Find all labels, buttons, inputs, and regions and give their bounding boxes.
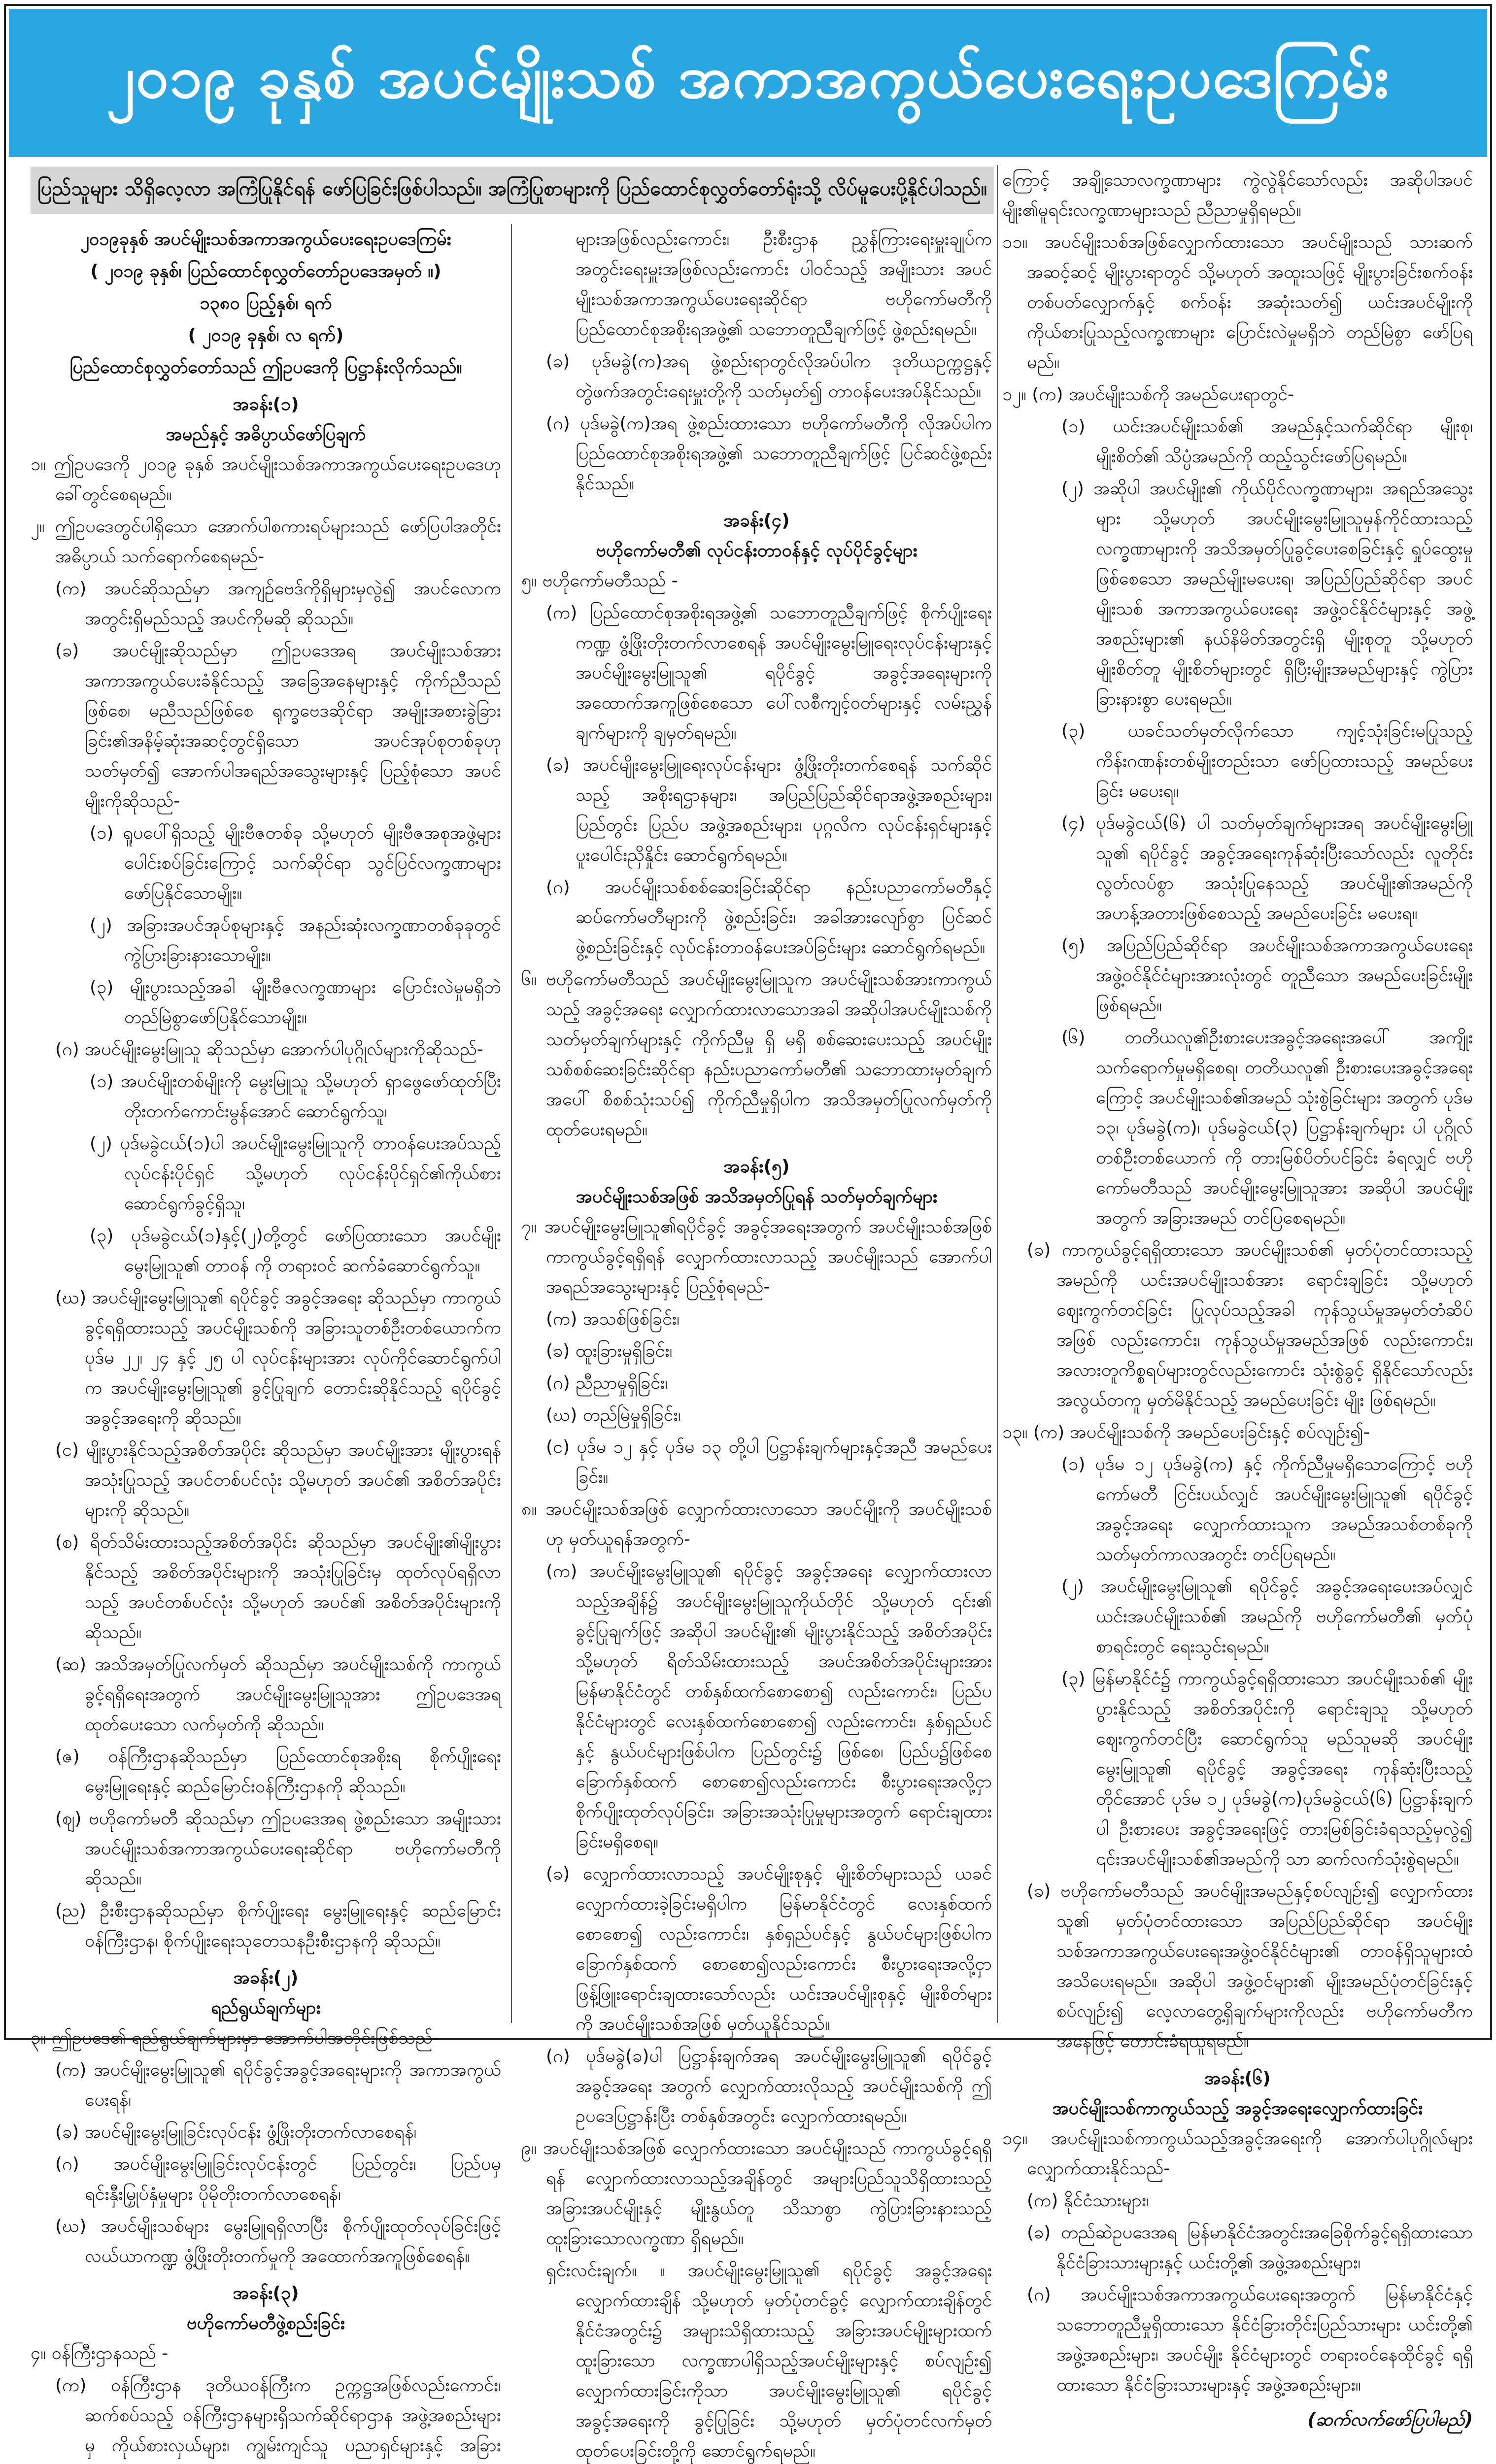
sub-clause: (၄) ပုဒ်မခွဲငယ်(၆) ပါ သတ်မှတ်ချက်များအရ အပင်မျိုးမွေးမြူသူ၏ ရပိုင်ခွင့် အခွင့်အရေးကုန်ဆုံးပြီးသော်လည်း လူတိုင်းလွတ်လပ်စွာ အသုံးပြုနေသည့် အပင်မျိုး၏အမည်ကို အဟန့်အတားဖြစ်စေသည့် အမည်ပေးခြင်း မပေးရ။	[1061, 813, 1473, 924]
clause: (က) အပင်မျိုးမွေးမြူသူ၏ ရပိုင်ခွင့် အခွင့်အရေး လျှောက်ထားလာသည့်အချိန်၌ အပင်မျိုးမွေးမြူသူကိုယ်တိုင် သို့မဟုတ် ၎င်း၏ ခွင့်ပြုချက်ဖြင့် အဆိုပါ အပင်မျိုး၏ မျိုးပွားနိုင်သည့် အစိတ်အပိုင်း သို့မဟုတ် ရိတ်သိမ်းထားသည့် အပင်အစိတ်အပိုင်းများအား မြန်မာနိုင်ငံတွင် တစ်နှစ်ထက်စောစော၍ လည်းကောင်း၊ ပြည်ပနိုင်ငံများတွင် လေးနှစ်ထက်စောစော၍ လည်းကောင်း၊ နှစ်ရှည်ပင်နှင့် နွယ်ပင်များဖြစ်ပါက ပြည်တွင်း၌ ဖြစ်စေ၊ ပြည်ပ၌ဖြစ်စေ ခြောက်နှစ်ထက် စောစော၍လည်းကောင်း စီးပွားရေးအလို့ငှာ စိုက်ပျိုးထုတ်လုပ်ခြင်း၊ အခြားအသုံးပြုမှုများအတွက် ရောင်းချထားခြင်းမရှိစေရ။	[546, 1561, 992, 1852]
chapter-title: အပင်မျိုးသစ်အဖြစ် အသိအမှတ်ပြုရန် သတ်မှတ်ချက်များ	[576, 1187, 938, 1207]
chapter-title: အပင်မျိုးသစ်ကာကွယ်သည့် အခွင့်အရေးလျှောက်ထားခြင်း	[1052, 2098, 1423, 2119]
explanation: ရှင်းလင်းချက်။ ။ အပင်မျိုးမွေးမြူသူ၏ ရပိုင်ခွင့် အခွင့်အရေးလျှောက်ထားချိန် သို့မဟုတ် မှတ်ပုံတင်ခွင့် လျှောက်ထားချိန်တွင် နိုင်ငံအတွင်း၌ အများသိရှိထားသည့် အခြားအပင်မျိုးများထက် ထူးခြားသော လက္ခဏာပါရှိသည့်အပင်မျိုးများနှင့် စပ်လျဉ်း၍ လျှောက်ထားခြင်းကိုသာ အပင်မျိုးမွေးမြူသူ၏ ရပိုင်ခွင့် အခွင့်အရေးကို ခွင့်ပြုခြင်း သို့မဟုတ် မှတ်ပုံတင်လက်မှတ် ထုတ်ပေးခြင်းတို့ကို ဆောင်ရွက်ရမည်။	[546, 2260, 992, 2461]
section: ၆။ ဗဟိုကော်မတီသည် အပင်မျိုးမွေးမြူသူက အပင်မျိုးသစ်အားကာကွယ်သည့် အခွင့်အရေး လျှောက်ထားလာသောအခါ အဆိုပါအပင်မျိုးသစ်ကို သတ်မှတ်ချက်များနှင့် ကိုက်ညီမှု ရှိ မရှိ စစ်ဆေးပေးသည့် အပင်မျိုးသစ်စစ်ဆေးခြင်းဆိုင်ရာ နည်းပညာကော်မတီ၏ သဘောထားမှတ်ချက်အပေါ် စိစစ်သုံးသပ်၍ ကိုက်ညီမှုရှိပါက အသိအမှတ်ပြုလက်မှတ်ကို ထုတ်ပေးရမည်။	[521, 969, 992, 1140]
column-3	[1002, 165, 1473, 2435]
column-divider	[511, 224, 512, 2023]
clause: (ခ) အပင်မျိုးဆိုသည်မှာ ဤဥပဒေအရ အပင်မျိုးသစ်အား အကာအကွယ်ပေးခံနိုင်သည့် အခြေအနေများနှင့် ကိုက်ညီသည်ဖြစ်စေ၊ မညီသည်ဖြစ်စေ ရုက္ခဗေဒဆိုင်ရာ အမျိုးအစားခွဲခြားခြင်း၏အနိမ့်ဆုံးအဆင့်တွင်ရှိသော အပင်အုပ်စုတစ်ခုဟု သတ်မှတ်၍ အောက်ပါအရည်အသွေးများနှင့် ပြည့်စုံသော အပင်မျိုးကိုဆိုသည်-	[55, 641, 501, 811]
clause: (ဂ) အပင်မျိုးသစ်အကာအကွယ်ပေးရေးအတွက် မြန်မာနိုင်ငံနှင့် သဘောတူညီမှုရှိထားသော နိုင်ငံခြားတိုင်းပြည်သားများ ယင်းတို့၏ အဖွဲ့အစည်းများ၊ အပင်မျိုး နိုင်ငံများတွင် တရားဝင်နေထိုင်ခွင့် ရရှိထားသော နိုင်ငံခြားသားများနှင့် အဖွဲ့အစည်းများ။	[1027, 2285, 1473, 2395]
sub-clause: (၂) ပုဒ်မခွဲငယ်(၁)ပါ အပင်မျိုးမွေးမြူသူကို တာဝန်ပေးအပ်သည့် လုပ်ငန်းပိုင်ရှင် သို့မဟုတ် လုပ်ငန်းပိုင်ရှင်၏ကိုယ်စားဆောင်ရွက်ခွင့်ရှိသူ၊	[90, 1133, 501, 1214]
clause: (ခ) ဗဟိုကော်မတီသည် အပင်မျိုးအမည်နှင့်စပ်လျဉ်း၍ လျှောက်ထားသူ၏ မှတ်ပုံတင်ထားသော အပြည်ပြည်ဆိုင်ရာ အပင်မျိုးသစ်အကာအကွယ်ပေးရေးအဖွဲ့ဝင်နိုင်ငံများ၏ တာဝန်ရှိသူများထံ အသိပေးရမည်။ အဆိုပါ အဖွဲ့ဝင်များ၏ မျိုးအမည်ပုံတင်ခြင်းနှင့်စပ်လျဉ်း၍ လေ့လာတွေ့ရှိချက်များကိုလည်း ဗဟိုကော်မတီက အနေဖြင့် တောင်းခံရယူရမည်။	[1027, 1881, 1473, 2052]
clause: (က) ပြည်ထောင်စုအစိုးရအဖွဲ့၏ သဘောတူညီချက်ဖြင့် စိုက်ပျိုးရေးကဏ္ဍ ဖွံ့ဖြိုးတိုးတက်လာစေရန် အပင်မျိုးမွေးမြူရေးလုပ်ငန်းများနှင့် အပင်မျိုးမွေးမြူသူ၏ ရပိုင်ခွင့် အခွင့်အရေးများကို အထောက်အကူဖြစ်စေသော ပေါ်လစီကျင့်ဝတ်များနှင့် လမ်းညွှန်ချက်များကို ချမှတ်ရမည်။	[546, 603, 992, 743]
section: ၂။ ဤဥပဒေတွင်ပါရှိသော အောက်ပါစကားရပ်များသည် ဖော်ပြပါအတိုင်း အဓိပ္ပာယ် သက်ရောက်စေရမည်-	[31, 516, 501, 567]
sub-clause: (၂) အပင်မျိုးမွေးမြူသူ၏ ရပိုင်ခွင့် အခွင့်အရေးပေးအပ်လျှင် ယင်းအပင်မျိုးသစ်၏ အမည်ကို ဗဟိုကော်မတီ၏ မှတ်ပုံစာရင်းတွင် ရေးသွင်းရမည်။	[1061, 1576, 1473, 1657]
section: ၃။ ဤဥပဒေ၏ ရည်ရွယ်ချက်များမှာ အောက်ပါအတိုင်းဖြစ်သည်-	[31, 2028, 439, 2048]
chapter-heading: အခန်း(၁)	[233, 394, 299, 414]
clause: (ခ) ပုဒ်မခွဲ(က)အရ ဖွဲ့စည်းရာတွင်လိုအပ်ပါက ဒုတိယဥက္ကဋ္ဌနှင့်တွဲဖက်အတွင်းရေးမှူးတို့ကို သတ်မှတ်၍ တာဝန်ပေးအပ်နိုင်သည်။	[546, 351, 992, 402]
law-date-myanmar: ၁၃၈၀ ပြည့်နှစ်၊ ရက်	[200, 293, 332, 313]
clause: (က) အသစ်ဖြစ်ခြင်း၊	[546, 1309, 680, 1329]
chapter-heading: အခန်း(၂)	[233, 1968, 299, 1988]
law-number: ( ၂၀၁၉ ခုနှစ်၊ ပြည်ထောင်စုလွှတ်တော်ဥပဒေအမှတ် ။)	[90, 261, 442, 281]
chapter-heading: အခန်း(၅)	[723, 1157, 790, 1177]
clause: (ဈ) ဗဟိုကော်မတီ ဆိုသည်မှာ ဤဥပဒေအရ ဖွဲ့စည်းသော အမျိုးသား အပင်မျိုးသစ်အကာအကွယ်ပေးရေးဆိုင်ရာ ဗဟိုကော်မတီကို ဆိုသည်။	[55, 1809, 501, 1889]
chapter-title: အမည်နှင့် အဓိပ္ပာယ်ဖော်ပြချက်	[166, 424, 366, 445]
section-continued: ကြောင့် အချို့သောလက္ခဏာများ ကွဲလွဲနိုင်သော်လည်း အဆိုပါအပင်မျိုး၏မူရင်းလက္ခဏာများသည် ညီညာမှုရှိရမည်။	[1002, 170, 1473, 220]
law-date: ( ၂၀၁၉ ခုနှစ်၊ လ ရက်)	[188, 325, 344, 345]
section: ၁။ ဤဥပဒေကို ၂၀၁၉ ခုနှစ် အပင်မျိုးသစ်အကာအကွယ်ပေးရေးဥပဒေဟု ခေါ်တွင်စေရမည်။	[31, 454, 501, 505]
clause: (ခ) လျှောက်ထားလာသည့် အပင်မျိုးစုနှင့် မျိုးစိတ်များသည် ယခင်လျှောက်ထားခဲ့ခြင်းမရှိပါက မြန်မာနိုင်ငံတွင် လေးနှစ်ထက် စောစော၍ လည်းကောင်း၊ နှစ်ရှည်ပင်နှင့် နွယ်ပင်များဖြစ်ပါက ခြောက်နှစ်ထက် စောစော၍လည်းကောင်း စီးပွားရေးအလို့ငှာ ဖြန့်ဖြူးရောင်းချထားသော်လည်း ယင်းအပင်မျိုးစုနှင့် မျိုးစိတ်များကို အပင်မျိုးသစ်အဖြစ် မှတ်ယူနိုင်သည်။	[546, 1864, 992, 2034]
notice-bar	[31, 167, 994, 214]
law-heading: ၂၀၁၉ခုနှစ် အပင်မျိုးသစ်အကာအကွယ်ပေးရေးဥပဒေကြမ်း	[80, 229, 451, 249]
section: ၈။ အပင်မျိုးသစ်အဖြစ် လျှောက်ထားလာသော အပင်မျိုးကို အပင်မျိုးသစ်ဟု မှတ်ယူရန်အတွက်-	[521, 1499, 992, 1549]
section: ၉။ အပင်မျိုးသစ်အဖြစ် လျှောက်ထားသော အပင်မျိုးသည် ကာကွယ်ခွင့်ရရှိရန် လျှောက်ထားလာသည့်အချိန်တွင် အများပြည်သူသိရှိထားသည့် အခြားအပင်မျိုးနှင့် မျိုးနွယ်တူ သိသာစွာ ကွဲပြားခြားနားသည့် ထူးခြားသောလက္ခဏာ ရှိရမည်။	[521, 2138, 992, 2249]
column-1	[31, 224, 501, 2464]
clause: (ဃ) အပင်မျိုးသစ်များ မွေးမြူရရှိလာပြီး စိုက်ပျိုးထုတ်လုပ်ခြင်းဖြင့် လယ်ယာကဏ္ဍ ဖွံ့ဖြိုးတိုးတက်မှုကို အထောက်အကူဖြစ်စေရန်။	[55, 2216, 501, 2266]
clause-continued: များအဖြစ်လည်းကောင်း၊ ဦးစီးဌာန ညွှန်ကြားရေးမှူးချုပ်က အတွင်းရေးမှူးအဖြစ်လည်းကောင်း ပါဝင်သည့် အမျိုးသား အပင်မျိုးသစ်အကာအကွယ်ပေးရေးဆိုင်ရာ ဗဟိုကော်မတီကို ပြည်ထောင်စုအစိုးရအဖွဲ့၏ သဘောတူညီချက်ဖြင့် ဖွဲ့စည်းရမည်။	[576, 229, 992, 340]
notice-text: ပြည်သူများ သိရှိလေ့လာ အကြံပြုနိုင်ရန် ဖော်ပြခြင်းဖြစ်ပါသည်။ အကြံပြုစာများကို ပြည်ထောင်စုလွှတ်တော်ရုံးသို့ လိပ်မူပေးပို့နိုင်ပါသည်။	[37, 177, 987, 200]
section: ၁၃။ (က) အပင်မျိုးသစ်ကို အမည်ပေးခြင်းနှင့် စပ်လျဉ်း၍-	[1002, 1422, 1370, 1442]
section: ၁၂။ (က) အပင်မျိုးသစ်ကို အမည်ပေးရာတွင်-	[1002, 384, 1294, 405]
chapter-heading: အခန်း(၄)	[723, 511, 790, 531]
sub-clause: (၂) အခြားအပင်အုပ်စုများနှင့် အနည်းဆုံးလက္ခဏာတစ်ခုခုတွင် ကွဲပြားခြားနားသောမျိုး။	[90, 915, 501, 965]
sub-clause: (၃) ပုဒ်မခွဲငယ်(၁)နှင့်(၂)တို့တွင် ဖော်ပြထားသော အပင်မျိုးမွေးမြူသူ၏ တာဝန် ကို တရားဝင် ဆက်ခံဆောင်ရွက်သူ။	[90, 1226, 501, 1276]
sub-clause: (၂) အဆိုပါ အပင်မျိုး၏ ကိုယ်ပိုင်လက္ခဏာများ၊ အရည်အသွေးများ သို့မဟုတ် အပင်မျိုးမွေးမြူသူမှန်ကိုင်ထားသည့် လက္ခဏာများကို အသိအမှတ်ပြုခွင့်ပေးစေခြင်းနှင့် ရှုပ်ထွေးမှုဖြစ်စေသော အမည်မျိုးမပေးရ၊ အပြည်ပြည်ဆိုင်ရာ အပင်မျိုးသစ် အကာအကွယ်ပေးရေး အဖွဲ့ဝင်နိုင်ငံများနှင့် အဖွဲ့အစည်းများ၏ နယ်နိမိတ်အတွင်းရှိ မျိုးစုတူ သို့မဟုတ် မျိုးစိတ်တူ မျိုးစိတ်များတွင် ရှိပြီးမျိုးအမည်များနှင့် ကွဲပြားခြားနားစွာ ပေးရမည်။	[1061, 479, 1473, 709]
section: ၇။ အပင်မျိုးမွေးမြူသူ၏ရပိုင်ခွင့် အခွင့်အရေးအတွက် အပင်မျိုးသစ်အဖြစ်ကာကွယ်ခွင့်ရရှိရန် လျှောက်ထားလာသည့် အပင်မျိုးသည် အောက်ပါအရည်အသွေးများနှင့် ပြည့်စုံရမည်-	[521, 1217, 992, 1297]
clause: (ခ) ကာကွယ်ခွင့်ရရှိထားသော အပင်မျိုးသစ်၏ မှတ်ပုံတင်ထားသည့် အမည်ကို ယင်းအပင်မျိုးသစ်အား ရောင်းချခြင်း သို့မဟုတ် ဈေးကွက်တင်ခြင်း ပြုလုပ်သည့်အခါ ကုန်သွယ်မှုအမှတ်တံဆိပ်အဖြစ် လည်းကောင်း၊ ကုန်သွယ်မှုအမည်အဖြစ် လည်းကောင်း၊ အလားတူကိစ္စရပ်များတွင်လည်းကောင်း သုံးစွဲခွင့် ရှိနိုင်သော်လည်း အလွယ်တကူ မှတ်မိနိုင်သည့် အမည်ပေးခြင်း မျိုး ဖြစ်ရမည်။	[1027, 1240, 1473, 1410]
clause: (က) အပင်မျိုးမွေးမြူသူ၏ ရပိုင်ခွင့်အခွင့်အရေးများကို အကာအကွယ်ပေးရန်၊	[55, 2060, 501, 2110]
page-title: ၂၀၁၉ ခုနှစ် အပင်မျိုးသစ် အကာအကွယ်ပေးရေးဥပဒေကြမ်း	[106, 43, 1390, 111]
clause: (က) ဝန်ကြီးဌာန ဒုတိယဝန်ကြီးက ဥက္ကဋ္ဌအဖြစ်လည်းကောင်း၊ ဆက်စပ်သည့် ဝန်ကြီးဌာနများရှိသက်ဆိုင်ရာဌာန အဖွဲ့အစည်းများမှ ကိုယ်စားလှယ်များ၊ ကျွမ်းကျင်သူ ပညာရှင်များနှင့် အခြား	[55, 2375, 501, 2456]
chapter-heading: အခန်း(၃)	[233, 2283, 299, 2303]
section: ၅။ ဗဟိုကော်မတီသည် -	[521, 571, 678, 591]
sub-clause: (၆) တတိယလူ၏ဦးစားပေးအခွင့်အရေးအပေါ် အကျိုးသက်ရောက်မှုမရှိစေရ၊ တတိယလူ၏ ဦးစားပေးအခွင့်အရေးကြောင့် အပင်မျိုးသစ်၏အမည် သုံးစွဲခြင်းများ အတွက် ပုဒ်မ ၁၃၊ ပုဒ်မခွဲ(က)၊ ပုဒ်မခွဲငယ်(၃) ပြဋ္ဌာန်းချက်များ ပါ ပုဂ္ဂိုလ်တစ်ဦးတစ်ယောက် ကို တားမြစ်ပိတ်ပင်ခြင်း ခံရလျှင် ဗဟိုကော်မတီသည် အပင်မျိုးမွေးမြူသူအား အဆိုပါ အပင်မျိုးအတွက် အခြားအမည် တင်ပြစေရမည်။	[1061, 1027, 1473, 1228]
sub-clause: (၃) မျိုးပွားသည့်အခါ မျိုးဗီဇလက္ခဏာများ ပြောင်းလဲမှုမရှိဘဲ တည်မြဲစွာဖော်ပြနိုင်သောမျိုး။	[90, 977, 501, 1027]
clause: (ဃ) အပင်မျိုးမွေးမြူသူ၏ ရပိုင်ခွင့် အခွင့်အရေး ဆိုသည်မှာ ကာကွယ်ခွင့်ရရှိထားသည့် အပင်မျိုးသစ်ကို အခြားသူတစ်ဦးတစ်ယောက်က ပုဒ်မ ၂၂၊ ၂၄ နှင့် ၂၅ ပါ လုပ်ငန်းများအား လုပ်ကိုင်ဆောင်ရွက်ပါက အပင်မျိုးမွေးမြူသူ၏ ခွင့်ပြုချက် တောင်းဆိုနိုင်သည့် ရပိုင်ခွင့် အခွင့်အရေးကို ဆိုသည်။	[55, 1288, 501, 1428]
sub-clause: (၃) မြန်မာနိုင်ငံ၌ ကာကွယ်ခွင့်ရရှိထားသော အပင်မျိုးသစ်၏ မျိုးပွားနိုင်သည့် အစိတ်အပိုင်းကို ရောင်းချသူ သို့မဟုတ် ဈေးကွက်တင်ပြီး ဆောင်ရွက်သူ မည်သူမဆို အပင်မျိုးမွေးမြူသူ၏ ရပိုင်ခွင့် အခွင့်အရေး ကုန်ဆုံးပြီးသည့်တိုင်အောင် ပုဒ်မ ၁၂ ပုဒ်မခွဲ(က)ပုဒ်မခွဲငယ်(၆) ပြဋ္ဌာန်းချက်ပါ ဦးစားပေး အခွင့်အရေးဖြင့် တားမြစ်ခြင်းခံရသည့်မှလွဲ၍ ၎င်းအပင်မျိုးသစ်၏အမည်ကို သာ ဆက်လက်သုံးစွဲရမည်။	[1061, 1669, 1473, 1869]
clause: (ခ) အပင်မျိုးမွေးမြူရေးလုပ်ငန်းများ ဖွံ့ဖြိုးတိုးတက်စေရန် သက်ဆိုင်သည့် အစိုးရဌာနများ၊ အပြည်ပြည်ဆိုင်ရာအဖွဲ့အစည်းများ၊ ပြည်တွင်း ပြည်ပ အဖွဲ့အစည်းများ၊ ပုဂ္ဂလိက လုပ်ငန်းရှင်များနှင့် ပူးပေါင်းညှိနှိုင်း ဆောင်ရွက်ရမည်။	[546, 755, 992, 865]
sub-clause: (၅) အပြည်ပြည်ဆိုင်ရာ အပင်မျိုးသစ်အကာအကွယ်ပေးရေး အဖွဲ့ဝင်နိုင်ငံများအားလုံးတွင် တူညီသော အမည်ပေးခြင်းမျိုး ဖြစ်ရမည်။	[1061, 935, 1473, 1016]
chapter-title: ဗဟိုကော်မတီဖွဲ့စည်းခြင်း	[186, 2313, 345, 2333]
chapter-title: ရည်ရွယ်ချက်များ	[211, 1998, 321, 2018]
chapter-title: ဗဟိုကော်မတီ၏ လုပ်ငန်းတာဝန်နှင့် လုပ်ပိုင်ခွင့်များ	[596, 541, 918, 561]
clause: (ဂ) ပုဒ်မခွဲ(ခ)ပါ ပြဋ္ဌာန်းချက်အရ အပင်မျိုးမွေးမြူသူ၏ ရပိုင်ခွင့် အခွင့်အရေး အတွက် လျှောက်ထားလိုသည့် အပင်မျိုးသစ်ကို ဤဥပဒေပြဋ္ဌာန်းပြီး တစ်နှစ်အတွင်း လျှောက်ထားရမည်။	[546, 2046, 992, 2126]
clause: (င) မျိုးပွားနိုင်သည့်အစိတ်အပိုင်း ဆိုသည်မှာ အပင်မျိုးအား မျိုးပွားရန် အသုံးပြုသည့် အပင်တစ်ပင်လုံး သို့မဟုတ် အပင်၏ အစိတ်အပိုင်းများကို ဆိုသည်။	[55, 1440, 501, 1520]
clause: (ဆ) အသိအမှတ်ပြုလက်မှတ် ဆိုသည်မှာ အပင်မျိုးသစ်ကို ကာကွယ်ခွင့်ရရှိရေးအတွက် အပင်မျိုးမွေးမြူသူအား ဤဥပဒေအရ ထုတ်ပေးသော လက်မှတ်ကို ဆိုသည်။	[55, 1654, 501, 1735]
section: ၁၁။ အပင်မျိုးသစ်အဖြစ်လျှောက်ထားသော အပင်မျိုးသည် သားဆက်အဆင့်ဆင့် မျိုးပွားရာတွင် သို့မဟုတ် အထူးသဖြင့် မျိုးပွားခြင်းစက်ဝန်းတစ်ပတ်လျှောက်နှင့် စက်ဝန်း အဆုံးသတ်၍ ယင်းအပင်မျိုးကို ကိုယ်စားပြုသည့်လက္ခဏာများ ပြောင်းလဲမှုမရှိဘဲ တည်မြဲစွာ ဖော်ပြရမည်။	[1002, 232, 1473, 373]
clause: (ဃ) တည်မြဲမှုရှိခြင်း၊	[546, 1405, 681, 1425]
clause: (ဂ) အပင်မျိုးသစ်စစ်ဆေးခြင်းဆိုင်ရာ နည်းပညာကော်မတီနှင့် ဆပ်ကော်မတီများကို ဖွဲ့စည်းခြင်း၊ အခါအားလျော်စွာ ပြင်ဆင်ဖွဲ့စည်းခြင်းနှင့် လုပ်ငန်းတာဝန်ပေးအပ်ခြင်းများ ဆောင်ရွက်ရမည်။	[546, 877, 992, 958]
sub-clause: (၁) အပင်မျိုးတစ်မျိုးကို မွေးမြူသူ သို့မဟုတ် ရှာဖွေဖော်ထုတ်ပြီး တိုးတက်ကောင်းမွန်အောင် ဆောင်ရွက်သူ၊	[90, 1071, 501, 1122]
sub-clause: (၁) ယင်းအပင်မျိုးသစ်၏ အမည်နှင့်သက်ဆိုင်ရာ မျိုးစု၊ မျိုးစိတ်၏ သိပ္ပံအမည်ကို ထည့်သွင်းဖော်ပြရမည်။	[1061, 416, 1473, 467]
column-divider	[997, 165, 998, 2023]
clause: (ဂ) အပင်မျိုးမွေးမြူသူ ဆိုသည်မှာ အောက်ပါပုဂ္ဂိုလ်များကိုဆိုသည်-	[55, 1039, 483, 1060]
column-2	[521, 224, 992, 2464]
section: ၁၄။ အပင်မျိုးသစ်ကာကွယ်သည့်အခွင့်အရေးကို အောက်ပါပုဂ္ဂိုလ်များ လျှောက်ထားနိုင်သည်-	[1002, 2128, 1473, 2179]
enactment-line: ပြည်ထောင်စုလွှတ်တော်သည် ဤဥပဒေကို ပြဋ္ဌာန်းလိုက်သည်။	[69, 357, 462, 377]
clause: (ခ) တည်ဆဲဥပဒေအရ မြန်မာနိုင်ငံအတွင်းအခြေစိုက်ခွင့်ရရှိထားသော နိုင်ငံခြားသားများနှင့် ယင်းတို့၏ အဖွဲ့အစည်းများ၊	[1027, 2223, 1473, 2273]
section: ၄။ ဝန်ကြီးဌာနသည် -	[31, 2343, 169, 2363]
clause: (ဂ) ညီညာမှုရှိခြင်း၊	[546, 1373, 668, 1393]
chapter-heading: အခန်း(၆)	[1204, 2068, 1271, 2088]
clause: (ဂ) ပုဒ်မခွဲ(က)အရ ဖွဲ့စည်းထားသော ဗဟိုကော်မတီကို လိုအပ်ပါက ပြည်ထောင်စုအစိုးရအဖွဲ့၏ သဘောတူညီချက်ဖြင့် ပြင်ဆင်ဖွဲ့စည်းနိုင်သည်။	[546, 413, 992, 494]
clause: (ဇ) ဝန်ကြီးဌာနဆိုသည်မှာ ပြည်ထောင်စုအစိုးရ စိုက်ပျိုးရေး မွေးမြူရေးနှင့် ဆည်မြောင်းဝန်ကြီးဌာနကို ဆိုသည်။	[55, 1746, 501, 1797]
clause: (ည) ဦးစီးဌာနဆိုသည်မှာ စိုက်ပျိုးရေး မွေးမြူရေးနှင့် ဆည်မြောင်းဝန်ကြီးဌာန၊ စိုက်ပျိုးရေးသုတေသနဦးစီးဌာနကို ဆိုသည်။	[55, 1901, 501, 1951]
clause: (စ) ရိတ်သိမ်းထားသည့်အစိတ်အပိုင်း ဆိုသည်မှာ အပင်မျိုး၏မျိုးပွားနိုင်သည့် အစိတ်အပိုင်းများကို အသုံးပြုခြင်းမှ ထုတ်လုပ်ရရှိလာသည့် အပင်တစ်ပင်လုံး သို့မဟုတ် အပင်၏ အစိတ်အပိုင်းများကို ဆိုသည်။	[55, 1532, 501, 1643]
sub-clause: (၁) ရူပပေါ်ရှိသည့် မျိုးဗီဇတစ်ခု သို့မဟုတ် မျိုးဗီဇအစုအဖွဲ့များ ပေါင်းစပ်ခြင်းကြောင့် သက်ဆိုင်ရာ သွင်ပြင်လက္ခဏာများ ဖော်ပြနိုင်သောမျိုး။	[90, 823, 501, 903]
clause: (ခ) အပင်မျိုးမွေးမြူခြင်းလုပ်ငန်း ဖွံ့ဖြိုးတိုးတက်လာစေရန်၊	[55, 2122, 417, 2142]
clause: (ခ) ထူးခြားမှုရှိခြင်း၊	[546, 1341, 673, 1361]
clause: (က) နိုင်ငံသားများ၊	[1027, 2190, 1149, 2211]
continued-note: (ဆက်လက်ဖော်ပြပါမည်)	[1307, 2410, 1473, 2430]
title-banner	[9, 9, 1487, 157]
sub-clause: (၃) ယခင်သတ်မှတ်လိုက်သော ကျင့်သုံးခြင်းမပြုသည့် ကိန်းဂဏန်းတစ်မျိုးတည်းသာ ဖော်ပြထားသည့် အမည်ပေးခြင်း မပေးရ။	[1061, 721, 1473, 801]
clause: (ဂ) အပင်မျိုးမွေးမြူခြင်းလုပ်ငန်းတွင် ပြည်တွင်း၊ ပြည်ပမှ ရင်းနှီးမြှုပ်နှံမှုများ ပိုမိုတိုးတက်လာစေရန်၊	[55, 2154, 501, 2204]
sub-clause: (၁) ပုဒ်မ ၁၂ ပုဒ်မခွဲ(က) နှင့် ကိုက်ညီမှုမရှိသောကြောင့် ဗဟိုကော်မတီ ငြင်းပယ်လျှင် အပင်မျိုးမွေးမြူသူ၏ ရပိုင်ခွင့် အခွင့်အရေး လျှောက်ထားသူက အမည်အသစ်တစ်ခုကို သတ်မှတ်ကာလအတွင်း တင်ပြရမည်။	[1061, 1454, 1473, 1565]
clause: (င) ပုဒ်မ ၁၂ နှင့် ပုဒ်မ ၁၃ တို့ပါ ပြဋ္ဌာန်းချက်များနှင့်အညီ အမည်ပေးခြင်း။	[546, 1437, 992, 1487]
clause: (က) အပင်ဆိုသည်မှာ အကျဉ်ဗေဒ်ကိုရှိများမှလွဲ၍ အပင်လောကအတွင်းရှိမည်သည့် အပင်ကိုမဆို ဆိုသည်။	[55, 579, 501, 629]
